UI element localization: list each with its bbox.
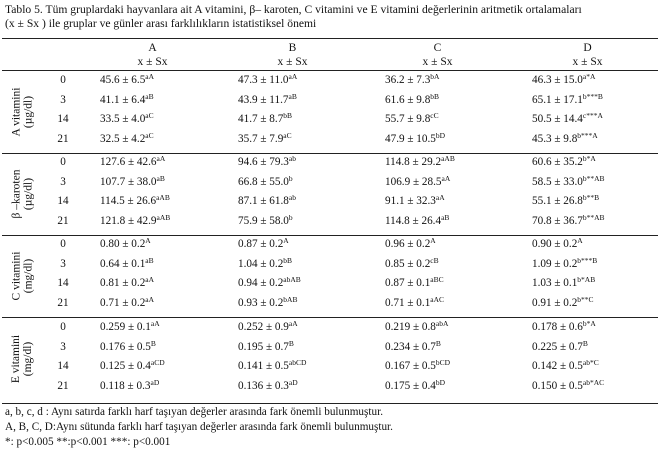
value-cell [238,73,297,87]
significance-letters: b*AB [577,275,596,285]
value-cell [238,359,306,373]
significance-letters: aA [435,193,445,203]
value-cell [385,132,445,146]
value-cell [385,237,436,251]
significance-letters: bD [435,378,446,388]
significance-letters: aB [288,91,297,101]
value-text: 46.3 ± 15.0 [532,74,583,86]
significance-letters: aA [156,154,166,163]
block-label-text: C vitamini (mg/dl) [10,251,34,301]
significance-letters: bB [283,111,293,121]
value-cell [385,175,450,189]
footnote-row-letters: a, b, c, d : Aynı satırda farklı harf taşıyan değerler arasında fark önemli bulunmuştur. [5,406,383,418]
significance-letters: aAB [441,154,455,163]
day-cell: 3 [60,257,66,270]
value-cell [385,379,445,393]
significance-letters: aA [288,72,298,81]
value-text: 60.6 ± 35.2 [532,156,583,168]
column-header-b [235,42,350,69]
value-text: 75.9 ± 58.0 [238,215,289,228]
value-cell [385,359,450,373]
value-cell [238,112,292,126]
significance-letters: b [288,173,293,183]
value-text: 0.87 ± 0.1 [385,277,431,290]
significance-letters: aB [441,213,450,223]
significance-letters: aC [283,131,292,141]
value-text: 61.6 ± 9.8 [385,93,431,106]
value-cell [532,155,596,169]
value-cell [532,112,603,126]
value-cell [238,296,297,310]
significance-letters: aAB [156,213,171,223]
value-text: 65.1 ± 17.1 [532,93,583,106]
value-text: 0.91 ± 0.2 [532,297,578,310]
value-text: 107.7 ± 38.0 [100,175,157,188]
value-cell [100,214,170,228]
value-cell [100,112,154,126]
block-label [2,320,42,399]
block-label [2,237,42,316]
day-cell: 21 [57,133,69,146]
value-text: 0.93 ± 0.2 [238,297,284,310]
significance-letters: b***A [577,131,598,141]
significance-letters: b*A [582,154,596,163]
value-cell [238,155,296,169]
value-text: 45.3 ± 9.8 [532,133,578,146]
bottom-rule [2,403,658,404]
value-cell [385,194,445,208]
significance-letters: b [288,213,293,223]
day-cell: 14 [57,277,69,290]
value-text: 47.3 ± 11.0 [238,74,289,86]
value-cell [532,93,603,107]
day-cell: 0 [60,238,66,250]
significance-letters: bB [430,91,440,101]
value-text: 1.03 ± 0.1 [532,277,578,290]
column-header-d [530,42,645,69]
significance-letters: b**B [582,193,600,203]
value-cell [532,379,604,393]
significance-letters: aA [145,72,155,81]
significance-letters: b**AB [582,173,605,183]
footnote-significance: *: p<0.005 **:p<0.001 ***: p<0.001 [5,436,171,448]
significance-letters: aC [145,131,154,141]
column-name: A [148,42,157,54]
significance-letters: ab*C [582,358,599,368]
day-cell: 0 [60,74,66,86]
value-text: 43.9 ± 11.7 [238,93,289,106]
column-sub: x ± Sx [277,56,308,68]
value-text: 0.219 ± 0.8 [385,321,436,333]
column-header-c [380,42,495,69]
significance-letters: B [582,338,588,348]
value-text: 58.5 ± 33.0 [532,175,583,188]
value-cell [532,320,596,334]
column-name: C [433,42,442,54]
value-cell [100,237,151,251]
value-text: 0.71 ± 0.1 [385,297,431,310]
value-cell [238,276,301,290]
value-text: 47.9 ± 10.5 [385,133,436,146]
value-text: 0.150 ± 0.5 [532,380,583,393]
value-text: 114.5 ± 26.6 [100,195,157,208]
value-text: 91.1 ± 32.3 [385,195,436,208]
day-cell: 21 [57,380,69,393]
table-caption [5,3,661,31]
value-cell [238,194,296,208]
value-cell [100,276,154,290]
value-cell [385,155,455,169]
value-text: 0.90 ± 0.2 [532,238,578,250]
value-cell [532,132,598,146]
value-cell [385,340,441,354]
value-cell [385,257,439,271]
significance-letters: a*A [582,72,596,81]
value-cell [238,214,293,228]
value-text: 0.81 ± 0.2 [100,277,146,290]
significance-letters: aD [150,378,160,388]
significance-letters: aD [288,378,298,388]
value-cell [532,276,595,290]
significance-letters: aA [150,319,160,328]
value-text: 0.252 ± 0.9 [238,321,289,333]
value-text: 0.87 ± 0.2 [238,238,284,250]
significance-letters: bCD [435,358,451,368]
value-cell [385,214,449,228]
value-cell [100,340,156,354]
significance-letters: aA [145,275,155,285]
significance-letters: bA [430,72,440,81]
day-cell: 3 [60,175,66,188]
significance-letters: bB [283,255,293,265]
value-text: 0.178 ± 0.6 [532,321,583,333]
significance-letters: b*A [582,319,596,328]
value-cell [238,320,298,334]
value-cell [385,93,439,107]
value-cell [385,112,439,126]
value-text: 94.6 ± 79.3 [238,156,289,168]
value-cell [385,73,439,87]
value-text: 121.8 ± 42.9 [100,215,157,228]
block-separator [2,317,658,318]
significance-letters: ab [288,193,296,203]
significance-letters: aA [145,295,155,305]
value-cell [532,257,597,271]
block-label-text: E vitamini (mg/dl) [10,335,35,384]
significance-letters: b**AB [582,213,605,223]
block-label-text: A vitamini (µg/dl) [10,87,34,137]
value-text: 0.259 ± 0.1 [100,321,151,333]
value-cell [100,359,165,373]
value-text: 0.96 ± 0.2 [385,238,431,250]
value-text: 0.234 ± 0.7 [385,340,436,353]
significance-letters: bAB [283,295,298,305]
value-cell [100,257,154,271]
significance-letters: aB [145,255,154,265]
value-cell [238,93,297,107]
day-cell: 21 [57,215,69,228]
significance-letters: ab [288,154,296,163]
significance-letters: abAB [283,275,301,285]
value-cell [238,257,292,271]
value-text: 0.175 ± 0.4 [385,380,436,393]
significance-letters: B [435,338,441,348]
column-name: B [288,42,297,54]
footnote-column-letters: A, B, C, D:Aynı sütunda farklı harf taşıyan değerler arasında fark önemli bulunmuştur. [5,421,393,433]
significance-letters: aAC [430,295,445,305]
significance-letters: aA [288,319,298,328]
value-text: 41.1 ± 6.4 [100,93,146,106]
block-separator [2,153,658,154]
significance-letters: b***B [577,255,598,265]
header-rule [2,70,658,71]
block-separator [2,235,658,236]
value-text: 1.09 ± 0.2 [532,257,578,270]
significance-letters: c***A [582,111,603,121]
value-text: 70.8 ± 36.7 [532,215,583,228]
value-text: 0.136 ± 0.3 [238,380,289,393]
top-rule [2,38,658,39]
value-text: 0.225 ± 0.7 [532,340,583,353]
value-cell [238,175,293,189]
value-cell [532,194,599,208]
value-text: 0.85 ± 0.2 [385,257,431,270]
value-text: 106.9 ± 28.5 [385,175,442,188]
significance-letters: cC [430,111,439,121]
significance-letters: aB [145,91,154,101]
block-label [2,155,42,234]
value-cell [100,296,154,310]
value-cell [385,296,444,310]
value-text: 127.6 ± 42.6 [100,156,157,168]
value-text: 33.5 ± 4.0 [100,113,146,126]
value-text: 87.1 ± 61.8 [238,195,289,208]
significance-letters: aAB [156,193,170,203]
day-cell: 3 [60,93,66,106]
value-cell [238,379,298,393]
day-cell: 14 [57,113,69,126]
value-text: 0.80 ± 0.2 [100,238,146,250]
value-text: 55.7 ± 9.8 [385,113,431,126]
value-text: 55.1 ± 26.8 [532,195,583,208]
significance-letters: b**C [577,295,594,305]
day-cell: 14 [57,360,69,373]
value-cell [100,175,165,189]
value-cell [100,132,154,146]
value-cell [532,214,605,228]
value-cell [532,296,594,310]
value-cell [238,132,292,146]
value-text: 0.167 ± 0.5 [385,360,436,373]
column-name: D [583,42,592,54]
value-cell [385,320,448,334]
significance-letters: B [288,338,294,348]
significance-letters: aBC [430,275,444,285]
value-cell [532,175,605,189]
value-cell [238,237,289,251]
value-cell [100,73,154,87]
column-sub: x ± Sx [422,56,453,68]
significance-letters: A [145,236,151,245]
column-header-a [95,42,210,69]
value-text: 45.6 ± 6.5 [100,74,146,86]
significance-letters: A [577,236,583,245]
column-sub: x ± Sx [572,56,603,68]
value-cell [100,194,170,208]
value-cell [532,340,588,354]
value-text: 36.2 ± 7.3 [385,74,431,86]
value-text: 66.8 ± 55.0 [238,175,289,188]
value-text: 114.8 ± 29.2 [385,156,442,168]
value-text: 0.176 ± 0.5 [100,340,151,353]
value-text: 0.118 ± 0.3 [100,380,151,393]
block-label [2,73,42,152]
value-text: 0.142 ± 0.5 [532,360,583,373]
day-cell: 21 [57,297,69,310]
value-cell [532,237,583,251]
significance-letters: A [283,236,289,245]
significance-letters: cB [430,255,439,265]
value-cell [238,340,294,354]
day-cell: 0 [60,321,66,333]
value-text: 0.195 ± 0.7 [238,340,289,353]
day-cell: 0 [60,156,66,168]
value-cell [532,73,595,87]
value-text: 0.125 ± 0.4 [100,360,151,373]
value-text: 32.5 ± 4.2 [100,133,146,146]
value-cell [532,359,599,373]
significance-letters: ab*AC [582,378,605,388]
value-cell [100,155,165,169]
significance-letters: b***B [582,91,603,101]
column-sub: x ± Sx [137,56,168,68]
block-label-text: β –karoten (µg/dl) [10,169,34,219]
significance-letters: B [150,338,156,348]
day-cell: 14 [57,195,69,208]
significance-letters: abCD [288,358,307,368]
significance-letters: aA [441,173,451,183]
significance-letters: abA [435,319,449,328]
value-cell [100,93,154,107]
significance-letters: aCD [150,358,165,368]
significance-letters: aC [145,111,154,121]
value-text: 0.64 ± 0.1 [100,257,146,270]
caption-line-1: Tablo 5. Tüm gruplardaki hayvanlara ait A vitamini, β– karoten, C vitamini ve E vitamini değerlerinin aritmetik ortalamaları [5,3,582,16]
value-cell [100,320,160,334]
significance-letters: A [430,236,436,245]
significance-letters: aB [156,173,165,183]
value-text: 0.94 ± 0.2 [238,277,284,290]
day-cell: 3 [60,340,66,353]
value-text: 41.7 ± 8.7 [238,113,284,126]
value-text: 0.141 ± 0.5 [238,360,289,373]
value-text: 50.5 ± 14.4 [532,113,583,126]
value-cell [385,276,444,290]
significance-letters: bD [435,131,446,141]
value-text: 1.04 ± 0.2 [238,257,284,270]
value-cell [100,379,159,393]
value-text: 0.71 ± 0.2 [100,297,146,310]
caption-line-2: (x ± Sx ) ile gruplar ve günler arası farklılıkların istatistiksel önemi [5,17,317,30]
value-text: 114.8 ± 26.4 [385,215,442,228]
value-text: 35.7 ± 7.9 [238,133,284,146]
